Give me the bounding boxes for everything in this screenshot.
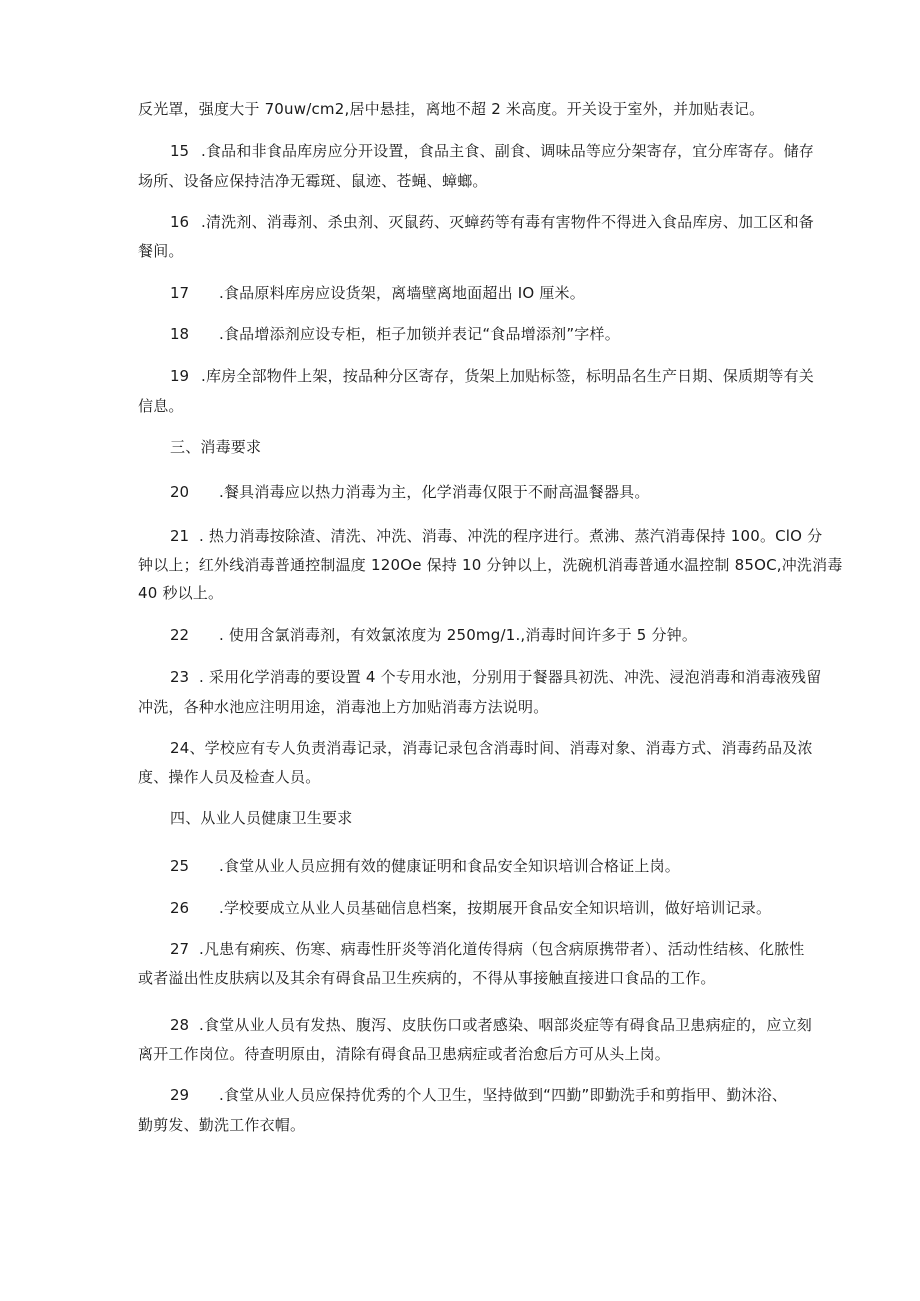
item-number: 15 bbox=[170, 142, 190, 160]
paragraph-line: .凡患有痢疾、伤寒、病毒性肝炎等消化道传得病（包含病原携带者）、活动性结核、化脓性 bbox=[199, 940, 805, 958]
item-number: 21 bbox=[170, 527, 190, 545]
paragraph-line: .库房全部物件上架，按品种分区寄存，货架上加贴标签，标明品名生产日期、保质期等有关 bbox=[201, 367, 814, 385]
paragraph-line: .食堂从业人员有发热、腹泻、皮肤伤口或者感染、咽部炎症等有碍食品卫患病症的，应立刻 bbox=[199, 1016, 812, 1034]
item-number: 22 bbox=[170, 626, 190, 644]
paragraph-line: . 使用含氯消毒剂，有效氯浓度为 250mg/1.,消毒时间许多于 5 分钟。 bbox=[219, 626, 698, 644]
item-number: 29 bbox=[170, 1086, 190, 1104]
paragraph-line: 冲洗，各种水池应注明用途，消毒池上方加贴消毒方法说明。 bbox=[138, 698, 549, 716]
paragraph-line: .食品和非食品库房应分开设置，食品主食、副食、调味品等应分架寄存，宜分库寄存。储存 bbox=[201, 142, 814, 160]
paragraph-line: 信息。 bbox=[138, 397, 184, 415]
paragraph-line: . 采用化学消毒的要设置 4 个专用水池，分别用于餐器具初洗、冲洗、浸泡消毒和消毒液残留 bbox=[199, 668, 822, 686]
paragraph-line: .食品原料库房应设货架，离墙壁离地面超出 IO 厘米。 bbox=[219, 284, 585, 302]
paragraph-line: .食堂从业人员应保持优秀的个人卫生，坚持做到“四勤”即勤洗手和剪指甲、勤沐浴、 bbox=[219, 1086, 788, 1104]
item-number: 20 bbox=[170, 483, 190, 501]
paragraph-line: 24、学校应有专人负责消毒记录，消毒记录包含消毒时间、消毒对象、消毒方式、消毒药品及浓 bbox=[170, 739, 813, 757]
section-heading: 四、从业人员健康卫生要求 bbox=[170, 809, 353, 827]
paragraph-line: .食品增添剂应设专柜，柜子加锁并表记“食品增添剂”字样。 bbox=[219, 325, 620, 343]
item-number: 23 bbox=[170, 668, 190, 686]
item-number: 25 bbox=[170, 857, 190, 875]
paragraph-line: 40 秒以上。 bbox=[138, 584, 224, 602]
paragraph-line: .学校要成立从业人员基础信息档案，按期展开食品安全知识培训，做好培训记录。 bbox=[219, 899, 772, 917]
paragraph-line: .食堂从业人员应拥有效的健康证明和食品安全知识培训合格证上岗。 bbox=[219, 857, 680, 875]
paragraph-line: . 热力消毒按除渣、清洗、冲洗、消毒、冲洗的程序进行。煮沸、蒸汽消毒保持 100。ClO 分 bbox=[199, 527, 823, 545]
paragraph-line: .餐具消毒应以热力消毒为主，化学消毒仅限于不耐高温餐器具。 bbox=[219, 483, 650, 501]
paragraph-line: 餐间。 bbox=[138, 242, 184, 260]
paragraph-line: .清洗剂、消毒剂、杀虫剂、灭鼠药、灭蟑药等有毒有害物件不得进入食品库房、加工区和备 bbox=[201, 213, 814, 231]
section-heading: 三、消毒要求 bbox=[170, 438, 262, 456]
item-number: 27 bbox=[170, 940, 190, 958]
item-number: 19 bbox=[170, 367, 190, 385]
item-number: 26 bbox=[170, 899, 190, 917]
paragraph-line: 勤剪发、勤洗工作衣帽。 bbox=[138, 1116, 306, 1134]
item-number: 28 bbox=[170, 1016, 190, 1034]
paragraph-line: 钟以上；红外线消毒普通控制温度 120Oe 保持 10 分钟以上，洗碗机消毒普通水温控制 85OC,冲洗消毒 bbox=[138, 556, 843, 574]
paragraph-line: 或者溢出性皮肤病以及其余有碍食品卫生疾病的，不得从事接触直接进口食品的工作。 bbox=[138, 969, 716, 987]
item-number: 18 bbox=[170, 325, 190, 343]
item-number: 16 bbox=[170, 213, 190, 231]
paragraph-line: 离开工作岗位。待查明原由，清除有碍食品卫患病症或者治愈后方可从头上岗。 bbox=[138, 1045, 671, 1063]
paragraph-line: 度、操作人员及检查人员。 bbox=[138, 768, 321, 786]
paragraph-line: 场所、设备应保持洁净无霉斑、鼠迹、苍蝇、蟑螂。 bbox=[138, 172, 488, 190]
paragraph-line: 反光罩，强度大于 70uw/cm2,居中悬挂，离地不超 2 米高度。开关设于室外，并加贴表记。 bbox=[138, 100, 765, 118]
item-number: 17 bbox=[170, 284, 190, 302]
